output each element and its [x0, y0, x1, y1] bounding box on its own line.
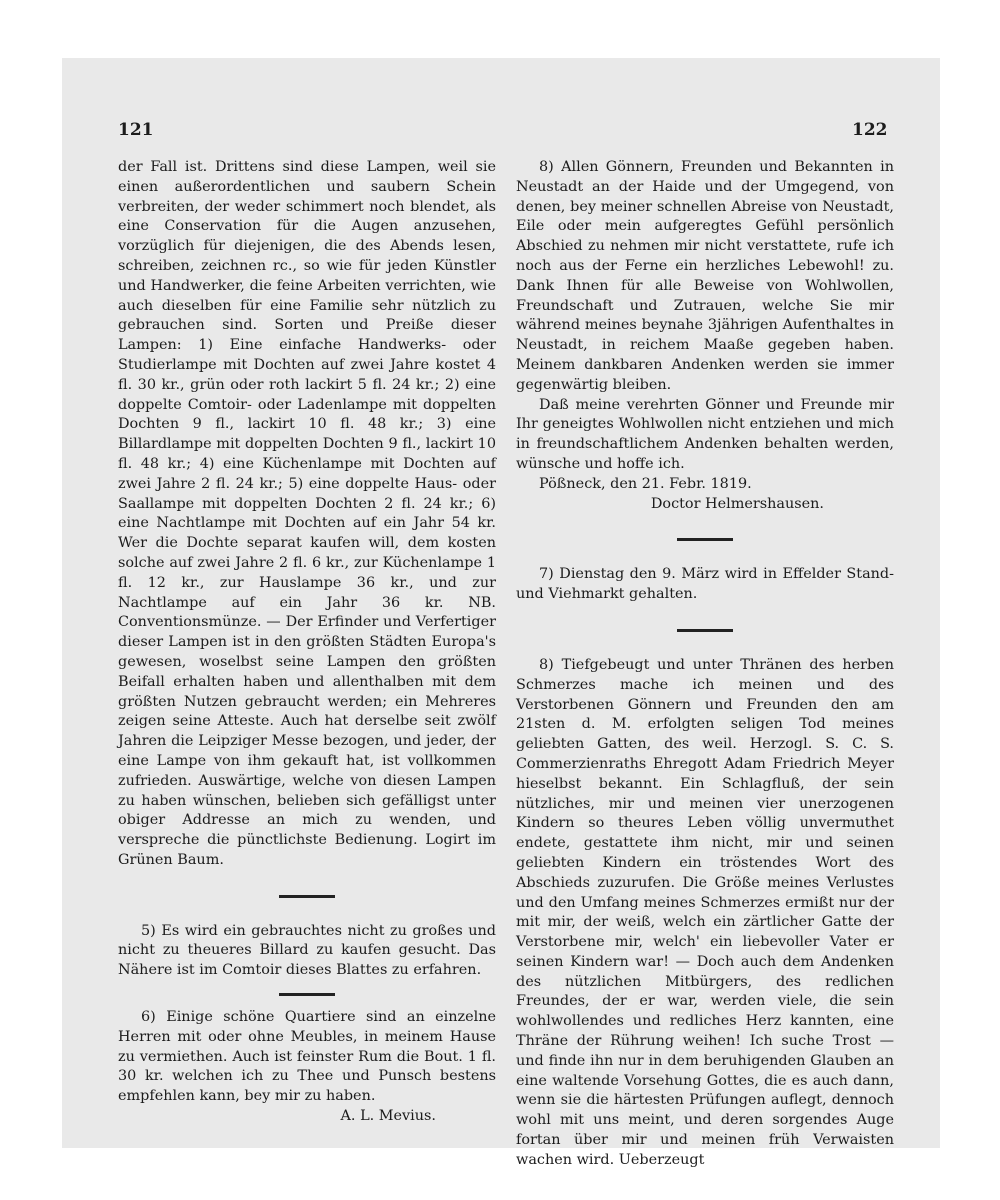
helmershausen-signature: Doctor Helmershausen.	[650, 495, 824, 512]
billiard-advertisement-text: 5) Es wird ein gebrauchtes nicht zu großes und nicht zu theueres Billard zu kaufen gesucht. Das Nähere ist im Comtoir dieses Blattes zu erfahren.	[118, 922, 496, 979]
section-divider	[677, 538, 733, 541]
obituary-notice-text: 8) Tiefgebeugt und unter Thränen des herben Schmerzes mache ich meinen und des Verstorbenen Gönnern und Freunden den am 21sten d. M. erfolgten seligen Tod meines geliebten Gatten, des weil. Herzogl. S. C. S. Commerzienraths Ehregott Adam Friedrich Meyer hieselbst bekannt. Ein Schlagfluß, der sein nützliches, mir und meinen vier unerzogenen Kindern so theures Leben völlig unvermuthet endete, gestattete ihm nicht, mir und seinen geliebten Kindern ein tröstendes Wort des Abschieds zuzurufen. Die Größe meines Verlustes und den Umfang meines Schmerzes ermißt nur der mit mir, der weiß, welch ein zärtlicher Gatte der Verstorbene mir, welch' ein liebevoller Vater er seinen Kindern war! — Doch auch dem Andenken des nützlichen Mitbürgers, des redlichen Freundes, der er war, werden viele, die sein wohlwollendes und redliches Herz kannten, eine Thräne der Rührung weihen! Ich suche Trost — und finde ihn nur in dem beruhigenden Glauben an eine waltende Vorsehung Gottes, die es auch dann, wenn sie die härtesten Prüfungen auflegt, dennoch wohl mit uns meint, und deren sorgendes Auge fortan über mir und meinen früh Verwaisten wachen wird. Ueberzeugt	[516, 656, 894, 1168]
farewell-notice-text: 8) Allen Gönnern, Freunden und Bekannten in Neustadt an der Haide und der Umgegend, von denen, bey meiner schnellen Abreise von Neustadt, Eile oder mein aufgeregtes Gefühl persönlich Abschied zu nehmen mir nicht verstattete, rufe ich noch aus der Ferne ein herzliches Lebewohl! zu. Dank Ihnen für alle Beweise von Wohlwollen, Freundschaft und Zutrauen, welche Sie mir während meines beynahe 3jährigen Aufenthaltes in Neustadt, in reichem Maaße gegeben haben. Meinem dankbaren Andenken werden sie immer gegenwärtig bleiben.	[516, 159, 894, 393]
right-column	[516, 158, 894, 1171]
lamp-advertisement-text: der Fall ist. Drittens sind diese Lampen, weil sie einen außerordentlichen und saubern Schein verbreiten, der weder schimmert noch blendet, als eine Conservation für die Augen anzusehen, vorzüglich für diejenigen, die des Abends lesen, schreiben, zeichnen rc., so wie für jeden Künstler und Handwerker, die feine Arbeiten verrichten, wie auch dieselben für eine Familie sehr nützlich zu gebrauchen sind. Sorten und Preiße dieser Lampen: 1) Eine einfache Handwerks- oder Studierlampe mit Dochten auf zwei Jahre kostet 4 fl. 30 kr., grün oder roth lackirt 5 fl. 24 kr.; 2) eine doppelte Comtoir- oder Ladenlampe mit doppelten Dochten 9 fl., lackirt 10 fl. 48 kr.; 3) eine Billardlampe mit doppelten Dochten 9 fl., lackirt 10 fl. 48 kr.; 4) eine Küchenlampe mit Dochten auf zwei Jahre 2 fl. 24 kr.; 5) eine doppelte Haus- oder Saallampe mit doppelten Dochten 2 fl. 24 kr.; 6) eine Nachtlampe mit Dochten auf ein Jahr 54 kr. Wer die Dochte separat kaufen will, dem kosten solche auf zwei Jahre 2 fl. 6 kr., zur Küchenlampe 1 fl. 12 kr., zur Hauslampe 36 kr., und zur Nachtlampe auf ein Jahr 36 kr. NB. Conventionsmünze. — Der Erfinder und Verfertiger dieser Lampen ist in den größten Städten Europa's gewesen, woselbst seine Lampen den größten Beifall erhalten haben und allenthalben mit dem größten Nutzen gebraucht werden; ein Mehreres zeigen seine Atteste. Auch hat derselbe seit zwölf Jahren die Leipziger Messe bezogen, und jeder, der eine Lampe von ihm gekauft hat, ist vollkommen zufrieden. Auswärtige, welche von diesen Lampen zu haben wünschen, belieben sich gefälligst unter obiger Addresse an mich zu wenden, und verspreche die pünctlichste Bedienung. Logirt im Grünen Baum.	[118, 159, 496, 868]
page-number-right: 122	[852, 120, 888, 140]
quarters-advertisement-text: 6) Einige schöne Quartiere sind an einzelne Herren mit oder ohne Meubles, in meinem Hause zu vermiethen. Auch ist feinster Rum die Bout. 1 fl. 30 kr. welchen ich zu Thee und Punsch bestens empfehlen kann, bey mir zu haben.	[118, 1009, 496, 1105]
farewell-dateline: Pößneck, den 21. Febr. 1819.	[539, 475, 752, 492]
page-number-left: 121	[118, 120, 154, 140]
mevius-signature: A. L. Mevius.	[340, 1108, 436, 1125]
section-divider	[677, 629, 733, 632]
market-notice-text: 7) Dienstag den 9. März wird in Effelder Stand- und Viehmarkt gehalten.	[516, 566, 894, 603]
section-divider	[279, 895, 335, 898]
section-divider	[279, 993, 335, 996]
left-column	[118, 158, 496, 1127]
farewell-notice-text-2: Daß meine verehrten Gönner und Freunde mir Ihr geneigtes Wohlwollen nicht entziehen und mich in freundschaftlichem Andenken behalten werden, wünsche und hoffe ich.	[516, 396, 894, 472]
